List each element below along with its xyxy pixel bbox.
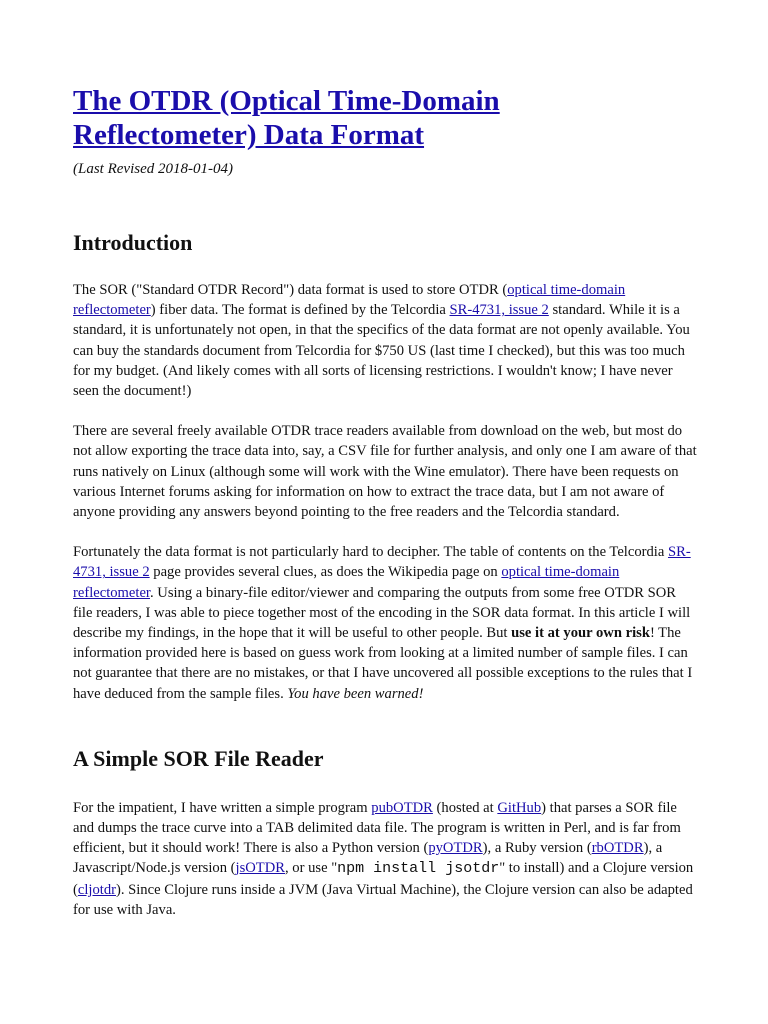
link-sr-4731-page[interactable]: SR-4731, issue 2 [73,544,691,581]
link-optical-time-domain-reflectometer[interactable]: optical time-domain reflectometer [73,282,626,319]
link-wikipedia-otdr[interactable]: optical time-domain reflectometer [73,564,620,601]
link-jsotdr[interactable]: jsOTDR [235,860,285,877]
link-pyotdr[interactable]: pyOTDR [428,840,483,857]
link-sr-4731[interactable]: SR-4731, issue 2 [449,302,549,319]
link-github[interactable]: GitHub [497,799,542,816]
introduction-heading: Introduction [73,230,193,255]
intro-paragraph-1: The SOR ("Standard OTDR Record") data format is used to store OTDR (optical time-domain reflectometer) fiber data. The format is defined by the Telcordia SR-4731, issue 2 standard. While it is a standard, it is unfortunately not open, in that the specifics of the data format are not openly available. You can buy the standards document from Telcordia for $750 US (last time I checked), but this was too much for my budget. (And likely comes with all sorts of licensing restrictions. I wouldn't know; I have never seen the document!) [73,282,690,400]
warned-note: You have been warned! [287,685,424,702]
link-rbotdr[interactable]: rbOTDR [591,840,644,857]
intro-paragraph-3: Fortunately the data format is not particularly hard to decipher. The table of contents on the Telcordia SR-4731, issue 2 page provides several clues, as does the Wikipedia page on optical time-domain reflectometer. Using a binary-file editor/viewer and comparing the outputs from some free OTDR SOR file readers, I was able to piece together most of the encoding in the SOR data format. In this article I will describe my findings, in the hope that it will be useful to other people. But use it at your own risk! The information provided here is based on guess work from looking at a limited number of sample files. I can not guarantee that there are no mistakes, or that I have uncovered all possible exceptions to the rules that I have deduced from the sample files. You have been warned! [73,544,693,702]
article [73,84,697,920]
simple-reader-heading: A Simple SOR File Reader [73,745,324,771]
link-pubotdr[interactable]: pubOTDR [371,799,433,816]
page-title [73,84,697,152]
intro-paragraph-2: There are several freely available OTDR trace readers available from download on the web, but most do not allow exporting the trace data into, say, a CSV file for further analysis, and only one I am aware of that runs natively on Linux (although some will work with the Wine emulator). There have been requests on various Internet forums asking for information on how to extract the trace data, but I am not aware of anyone providing any answers beyond pointing to the free readers and the Telcordia standard. [73,423,697,521]
last-revised: (Last Revised 2018-01-04) [73,161,233,177]
reader-paragraph: For the impatient, I have written a simple program pubOTDR (hosted at GitHub) that parses a SOR file and dumps the trace curve into a TAB delimited data file. The program is written in Perl, and is far from efficient, but it should work! There is also a Python version (pyOTDR), a Ruby version (rbOTDR), a Javascript/Node.js version (jsOTDR, or use "npm install jsotdr" to install) and a Clojure version (cljotdr). Since Clojure runs inside a JVM (Java Virtual Machine), the Clojure version can also be adapted for use with Java. [73,799,694,918]
npm-install-command: npm install jsotdr [337,860,500,878]
title-link[interactable]: The OTDR (Optical Time-Domain Reflectometer) Data Format [73,85,500,151]
risk-warning: use it at your own risk [511,625,650,642]
link-cljotdr[interactable]: cljotdr [77,881,116,898]
